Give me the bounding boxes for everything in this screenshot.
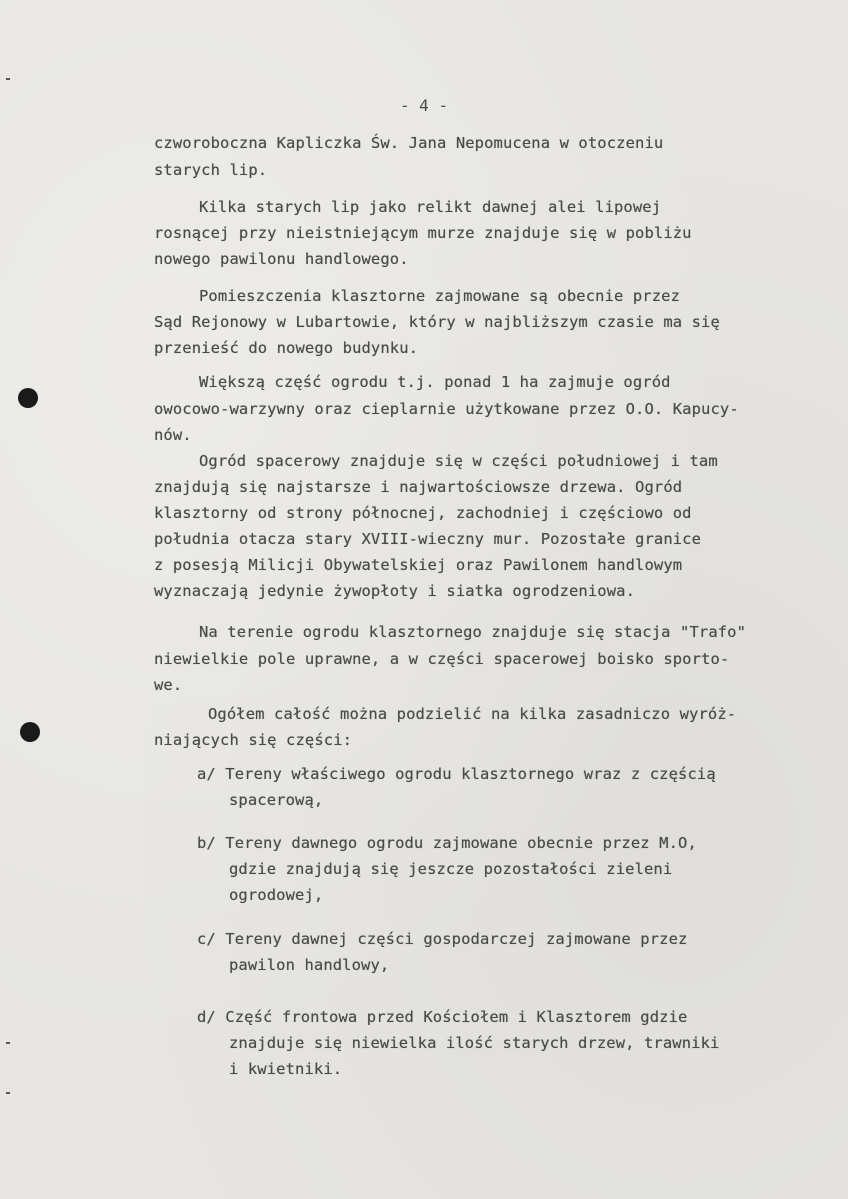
text-line: we. — [154, 676, 183, 694]
text-line: znajdują się najstarsze i najwartościowsze drzewa. Ogród — [154, 478, 683, 496]
punch-hole-top — [18, 388, 38, 408]
text-line: klasztorny od strony północnej, zachodniej i częściowo od — [154, 504, 692, 522]
margin-mark — [6, 1042, 10, 1044]
text-line: starych lip. — [154, 161, 268, 179]
text-line: owocowo-warzywny oraz cieplarnie użytkowane przez O.O. Kapucy- — [154, 400, 739, 418]
text-line: Kilka starych lip jako relikt dawnej alei lipowej — [199, 198, 662, 216]
list-item-d: d/ Część frontowa przed Kościołem i Klasztorem gdzie — [197, 1008, 688, 1026]
margin-mark — [6, 1092, 10, 1094]
text-line: wyznaczają jedynie żywopłoty i siatka ogrodzeniowa. — [154, 582, 636, 600]
text-line: południa otacza stary XVIII-wieczny mur. Pozostałe granice — [154, 530, 702, 548]
text-line: Większą część ogrodu t.j. ponad 1 ha zajmuje ogród — [199, 373, 671, 391]
text-line: przenieść do nowego budynku. — [154, 339, 419, 357]
text-line: i kwietniki. — [229, 1060, 343, 1078]
text-line: Sąd Rejonowy w Lubartowie, który w najbliższym czasie ma się — [154, 313, 720, 331]
text-line: Ogółem całość można podzielić na kilka zasadniczo wyróż- — [208, 705, 737, 723]
list-item-a: a/ Tereny właściwego ogrodu klasztornego wraz z częścią — [197, 765, 716, 783]
text-line: Na terenie ogrodu klasztornego znajduje się stacja "Trafo" — [199, 623, 747, 641]
text-line: czworoboczna Kapliczka Św. Jana Nepomucena w otoczeniu — [154, 134, 664, 152]
text-line: rosnącej przy nieistniejącym murze znajduje się w pobliżu — [154, 224, 692, 242]
text-line: pawilon handlowy, — [229, 956, 390, 974]
list-item-b: b/ Tereny dawnego ogrodu zajmowane obecnie przez M.O, — [197, 834, 697, 852]
text-line: spacerową, — [229, 791, 324, 809]
margin-mark — [6, 78, 10, 80]
text-line: z posesją Milicji Obywatelskiej oraz Pawilonem handlowym — [154, 556, 683, 574]
text-line: niewielkie pole uprawne, a w części spacerowej boisko sporto- — [154, 650, 730, 668]
text-line: ogrodowej, — [229, 886, 324, 904]
text-line: znajduje się niewielka ilość starych drzew, trawniki — [229, 1034, 720, 1052]
list-item-c: c/ Tereny dawnej części gospodarczej zajmowane przez — [197, 930, 688, 948]
text-line: Pomieszczenia klasztorne zajmowane są obecnie przez — [199, 287, 681, 305]
text-line: Ogród spacerowy znajduje się w części południowej i tam — [199, 452, 718, 470]
page-number: - 4 - — [399, 96, 449, 115]
text-line: nowego pawilonu handlowego. — [154, 250, 409, 268]
text-line: nów. — [154, 426, 192, 444]
text-line: gdzie znajdują się jeszcze pozostałości zieleni — [229, 860, 673, 878]
text-line: niających się części: — [154, 731, 353, 749]
punch-hole-bottom — [20, 722, 40, 742]
